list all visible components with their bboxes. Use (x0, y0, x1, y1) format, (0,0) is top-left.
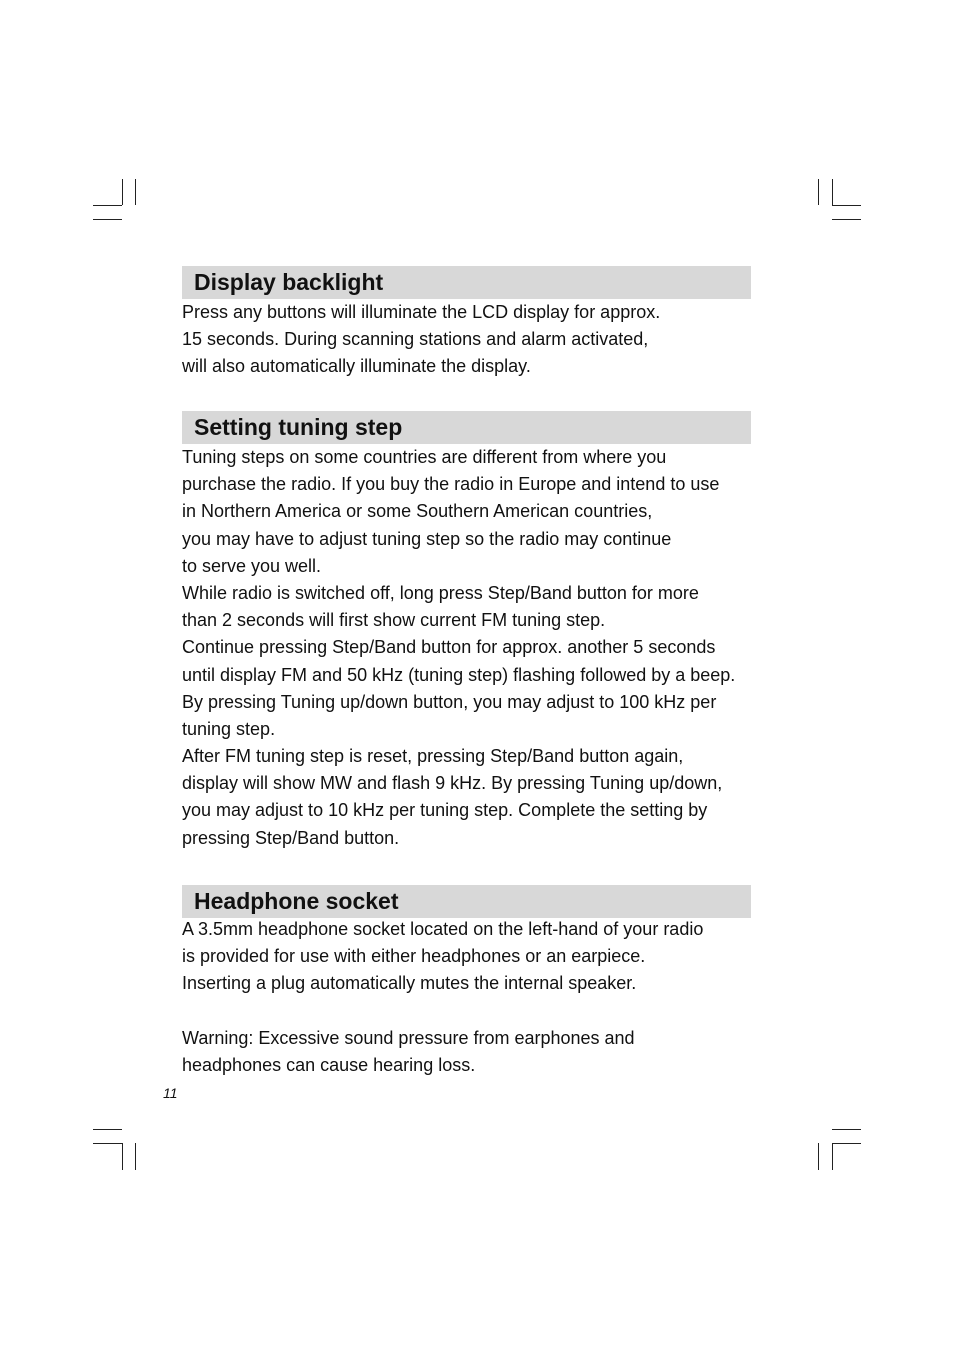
text-line: Tuning steps on some countries are different from where you (182, 447, 667, 467)
page-number: 11 (163, 1085, 178, 1101)
crop-mark (832, 219, 861, 220)
text-line: until display FM and 50 kHz (tuning step) flashing followed by a beep. (182, 664, 736, 685)
text-line: While radio is switched off, long press Step/Band button for more (182, 582, 699, 603)
crop-mark (818, 179, 819, 205)
text-line: than 2 seconds will first show current FM tuning step. (182, 610, 606, 631)
crop-mark (818, 1143, 819, 1170)
section-title: Headphone socket (194, 888, 399, 914)
section-title: Display backlight (194, 269, 384, 295)
text-line: purchase the radio. If you buy the radio in Europe and intend to use (182, 474, 720, 495)
crop-mark (93, 219, 122, 220)
text-line: Inserting a plug automatically mutes the internal speaker. (182, 973, 637, 994)
warning-line: headphones can cause hearing loss. (182, 1054, 476, 1075)
crop-mark (832, 205, 861, 206)
text-line: display will show MW and flash 9 kHz. By pressing Tuning up/down, (182, 773, 723, 794)
section-heading-setting-tuning-step (182, 411, 751, 444)
crop-mark (93, 1129, 122, 1130)
crop-mark (832, 179, 833, 205)
section-body-display-backlight (182, 299, 762, 381)
text-line: After FM tuning step is reset, pressing Step/Band button again, (182, 746, 684, 767)
text-line: Continue pressing Step/Band button for approx. another 5 seconds (182, 637, 716, 658)
text-line: to serve you well. (182, 555, 322, 576)
section-heading-headphone-socket (182, 885, 751, 918)
section-body-setting-tuning-step (182, 444, 762, 852)
text-line: By pressing Tuning up/down button, you may adjust to 100 kHz per (182, 691, 717, 712)
crop-mark (122, 1143, 123, 1170)
section-body-headphone-socket (182, 916, 762, 1079)
text-line: is provided for use with either headphones or an earpiece. (182, 946, 646, 967)
crop-mark (135, 1143, 136, 1170)
crop-mark (122, 179, 123, 205)
blank-line (182, 998, 762, 1025)
text-line: 15 seconds. During scanning stations and alarm activated, (182, 329, 649, 350)
text-line: Press any buttons will illuminate the LCD display for approx. (182, 302, 661, 322)
crop-mark (135, 179, 136, 205)
crop-mark (93, 205, 122, 206)
text-line: tuning step. (182, 718, 276, 739)
crop-mark (832, 1129, 861, 1130)
section-heading-display-backlight (182, 266, 751, 299)
crop-mark (93, 1143, 122, 1144)
text-line: will also automatically illuminate the display. (182, 356, 531, 377)
text-line: you may adjust to 10 kHz per tuning step. Complete the setting by (182, 800, 708, 821)
section-title: Setting tuning step (194, 414, 403, 440)
crop-mark (832, 1143, 833, 1170)
text-line: in Northern America or some Southern American countries, (182, 501, 653, 522)
text-line: A 3.5mm headphone socket located on the left-hand of your radio (182, 919, 704, 939)
warning-line: Warning: Excessive sound pressure from earphones and (182, 1027, 635, 1048)
text-line: you may have to adjust tuning step so the radio may continue (182, 528, 672, 549)
crop-mark (832, 1143, 861, 1144)
text-line: pressing Step/Band button. (182, 827, 400, 848)
